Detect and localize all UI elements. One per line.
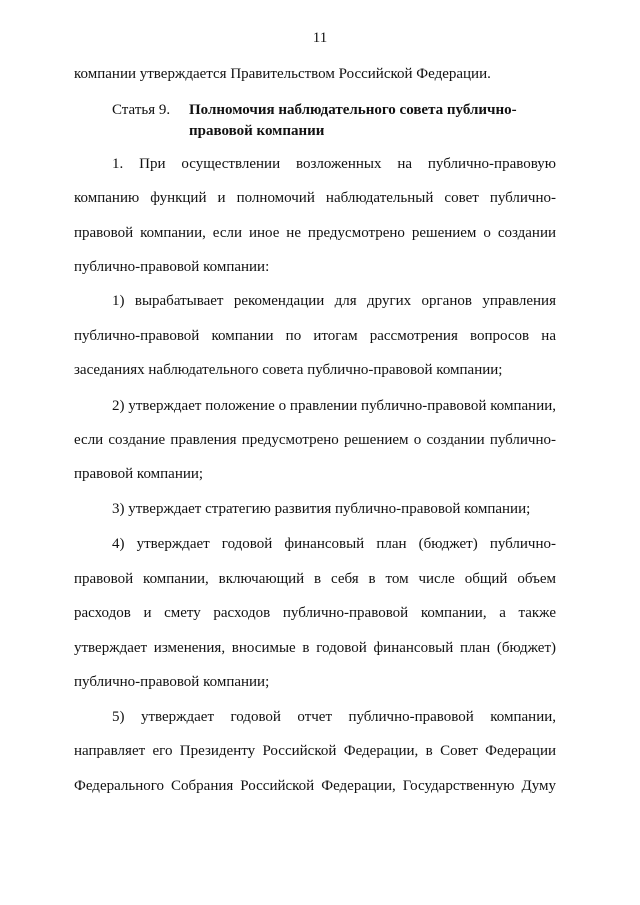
text-line: направляет его Президенту Российской Федерации, в Совет Федерации [74, 743, 556, 759]
text-line: правовой компании, если иное не предусмотрено решением о создании [74, 225, 556, 241]
text-line: компанию функций и полномочий наблюдательный совет публично- [74, 190, 556, 206]
article-title-line: Полномочия наблюдательного совета публично- [189, 102, 517, 118]
text-line: правовой компании, включающий в себя в том числе общий объем [74, 571, 556, 587]
text-line: 1. При осуществлении возложенных на публично-правовую [112, 156, 556, 172]
text-line: публично-правовой компании; [74, 674, 270, 690]
text-line: публично-правовой компании по итогам рассмотрения вопросов на [74, 328, 556, 344]
carryover-line: компании утверждается Правительством Российской Федерации. [74, 66, 491, 82]
text-line: 4) утверждает годовой финансовый план (бюджет) публично- [112, 536, 556, 552]
text-line: расходов и смету расходов публично-правовой компании, а также [74, 605, 556, 621]
text-line: 3) утверждает стратегию развития публично-правовой компании; [112, 501, 531, 517]
article-title-line: правовой компании [189, 123, 325, 139]
text-line: правовой компании; [74, 466, 204, 482]
page-number: 11 [312, 30, 328, 46]
text-line: утверждает изменения, вносимые в годовой финансовый план (бюджет) [74, 640, 556, 656]
text-line: если создание правления предусмотрено решением о создании публично- [74, 432, 556, 448]
text-line: 1) вырабатывает рекомендации для других органов управления [112, 293, 556, 309]
text-line: Федерального Собрания Российской Федерации, Государственную Думу [74, 778, 556, 794]
text-line: заседаниях наблюдательного совета публично-правовой компании; [74, 362, 503, 378]
text-line: 5) утверждает годовой отчет публично-правовой компании, [112, 709, 556, 725]
article-label: Статья 9. [112, 102, 171, 118]
article-title [189, 100, 539, 142]
text-line: публично-правовой компании: [74, 259, 270, 275]
text-line: 2) утверждает положение о правлении публично-правовой компании, [112, 398, 556, 414]
